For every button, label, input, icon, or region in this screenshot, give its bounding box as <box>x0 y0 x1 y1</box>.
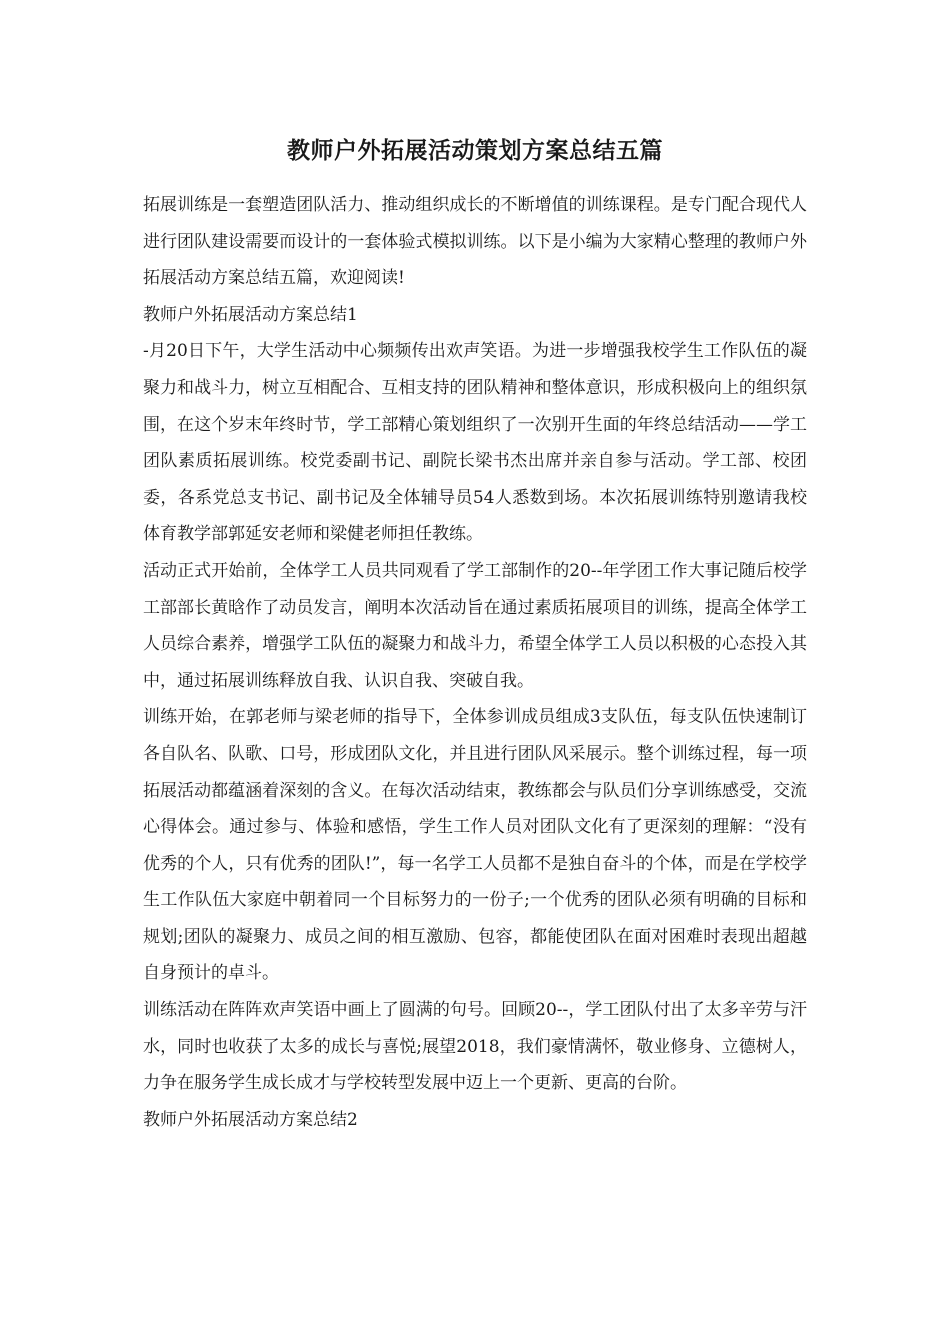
section-2-heading: 教师户外拓展活动方案总结2 <box>143 1109 358 1130</box>
intro-paragraph: 拓展训练是一套塑造团队活力、推动组织成长的不断增值的训练课程。是专门配合现代人进行团队建设需要而设计的一套体验式模拟训练。以下是小编为大家精心整理的教师户外拓展活动方案总结五篇，欢迎阅读! <box>143 195 807 289</box>
document-title: 教师户外拓展活动策划方案总结五篇 <box>287 137 663 164</box>
section-1-paragraph-3: 训练开始，在郭老师与梁老师的指导下，全体参训成员组成3支队伍，每支队伍快速制订各自队名、队歌、口号，形成团队文化，并且进行团队风采展示。整个训练过程，每一项拓展活动都蕴涵着深刻的含义。在每次活动结束，教练都会与队员们分享训练感受，交流心得体会。通过参与、体验和感悟，学生工作人员对团队文化有了更深刻的理解：“没有优秀的个人，只有优秀的团队!”，每一名学工人员都不是独自奋斗的个体，而是在学校学生工作队伍大家庭中朝着同一个目标努力的一份子;一个优秀的团队必须有明确的目标和规划;团队的凝聚力、成员之间的相互激励、包容，都能使团队在面对困难时表现出超越自身预计的卓斗。 <box>143 707 807 984</box>
section-1-paragraph-2: 活动正式开始前，全体学工人员共同观看了学工部制作的20--年学团工作大事记随后校学工部部长黄晗作了动员发言，阐明本次活动旨在通过素质拓展项目的训练，提高全体学工人员综合素养，增强学工队伍的凝聚力和战斗力，希望全体学工人员以积极的心态投入其中，通过拓展训练释放自我、认识自我、突破自我。 <box>143 560 807 691</box>
section-1-paragraph-4: 训练活动在阵阵欢声笑语中画上了圆满的句号。回顾20--，学工团队付出了太多辛劳与汗水，同时也收获了太多的成长与喜悦;展望2018，我们豪情满怀，敬业修身、立德树人，力争在服务学生成长成才与学校转型发展中迈上一个更新、更高的台阶。 <box>143 1000 807 1094</box>
document-body <box>143 187 807 1138</box>
section-1-heading: 教师户外拓展活动方案总结1 <box>143 304 358 325</box>
section-1-paragraph-1: -月20日下午，大学生活动中心频频传出欢声笑语。为进一步增强我校学生工作队伍的凝聚力和战斗力，树立互相配合、互相支持的团队精神和整体意识，形成积极向上的组织氛围，在这个岁末年终时节，学工部精心策划组织了一次别开生面的年终总结活动——学工团队素质拓展训练。校党委副书记、副院长梁书杰出席并亲自参与活动。学工部、校团委，各系党总支书记、副书记及全体辅导员54人悉数到场。本次拓展训练特别邀请我校体育教学部郭延安老师和梁健老师担任教练。 <box>143 341 807 545</box>
